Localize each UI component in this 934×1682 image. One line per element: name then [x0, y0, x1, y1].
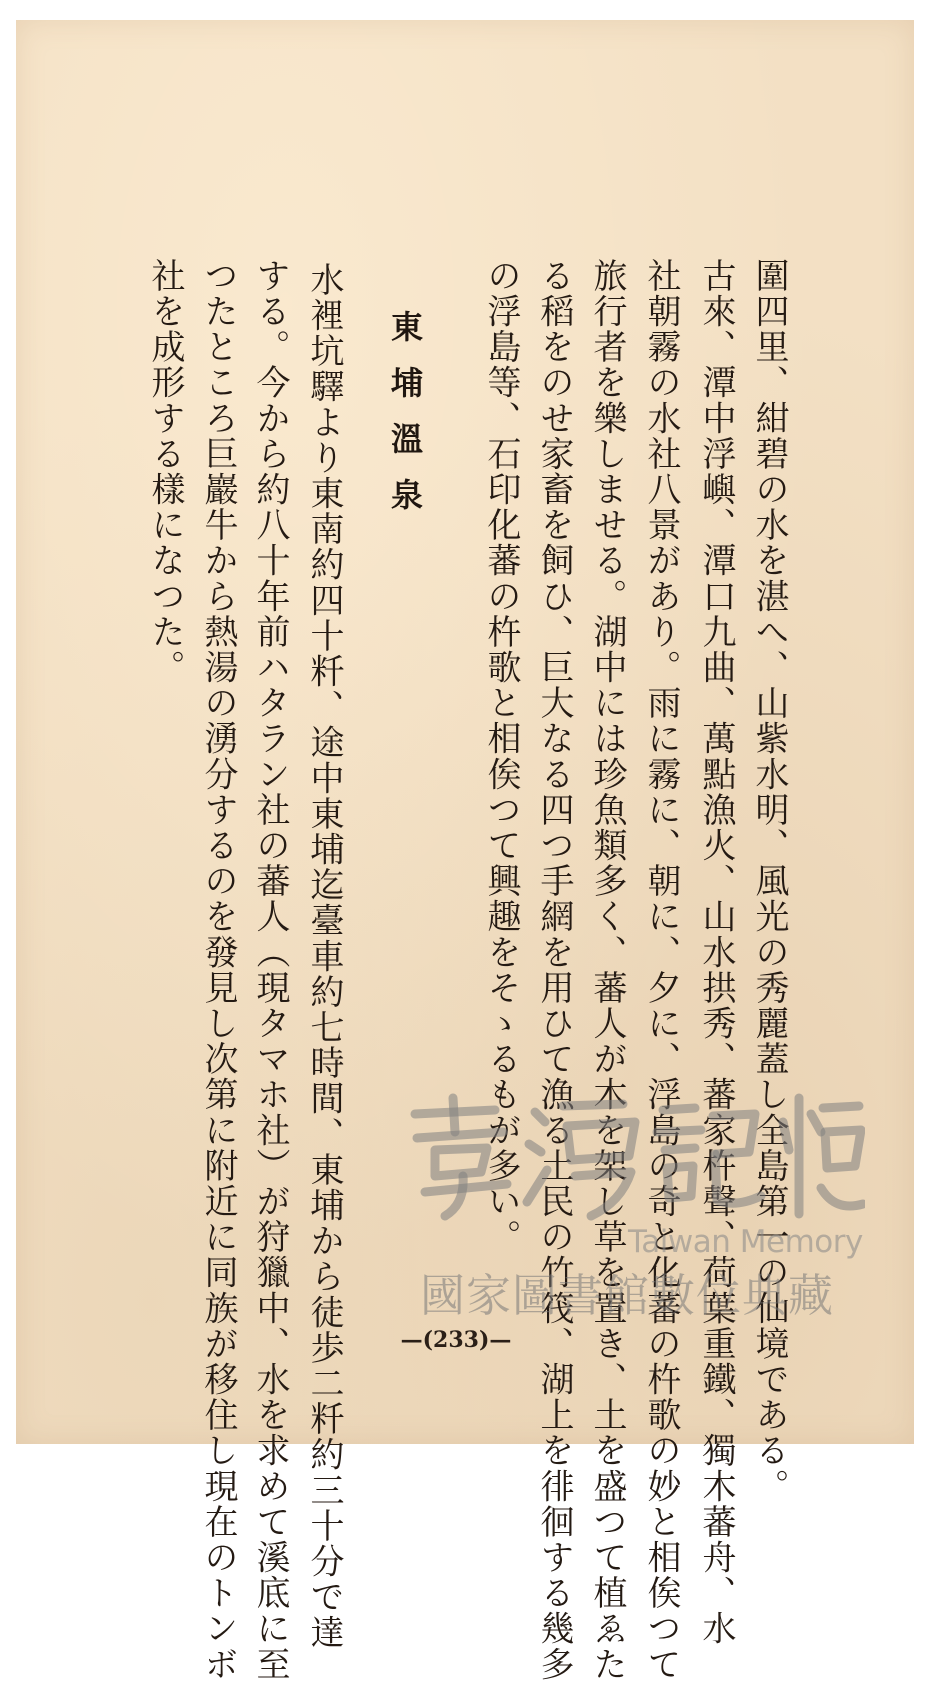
taiwan-memory-logo-icon: [395, 1092, 865, 1222]
section-heading: 東埔溫泉: [386, 310, 424, 534]
page-number: —(233)—: [400, 1327, 512, 1353]
text-column: 社を成形する樣になつた。: [145, 258, 185, 686]
text-column: 古來、潭中浮嶼、潭口九曲、萬點漁火、山水拱秀、蕃家杵聲、荷葉重鐵、獨木蕃舟、水: [696, 258, 736, 1647]
text-column: つたところ巨巖牛から熱湯の湧分するのを發見し次第に附近に同族が移住し現在のトンボ: [198, 258, 238, 1682]
text-column: 水裡坑驛より東南約四十粁、途中東埔迄臺車約七時間、東埔から徒歩二粁約三十分で達: [304, 262, 344, 1651]
text-column: る稻をのせ家畜を飼ひ、巨大なる四つ手網を用ひて漁る土民の竹筏、湖上を徘徊する幾多: [534, 258, 574, 1682]
text-column: する。今から約八十年前ハタラン社の蕃人（現タマホ社）が狩獵中、水を求めて溪底に至: [250, 258, 290, 1682]
watermark-chinese: 國家圖書館數位典藏: [420, 1269, 835, 1322]
watermark-english: Taiwan Memory: [628, 1224, 863, 1260]
text-column: 社朝霧の水社八景があり。雨に霧に、朝に、夕に、浮島の奇と化蕃の杵歌の妙と相俟つて: [641, 258, 681, 1682]
text-column: 旅行者を樂しませる。湖中には珍魚類多く、蕃人が木を架し草を置き、土を盛つて植ゑた: [587, 258, 627, 1682]
text-column: 圍四里、紺碧の水を湛へ、山紫水明、風光の秀麗蓋し全島第一の仙境である。: [749, 258, 789, 1504]
text-column: の浮島等、石印化蕃の杵歌と相俟つて興趣をそゝるもが多い。: [481, 258, 521, 1255]
